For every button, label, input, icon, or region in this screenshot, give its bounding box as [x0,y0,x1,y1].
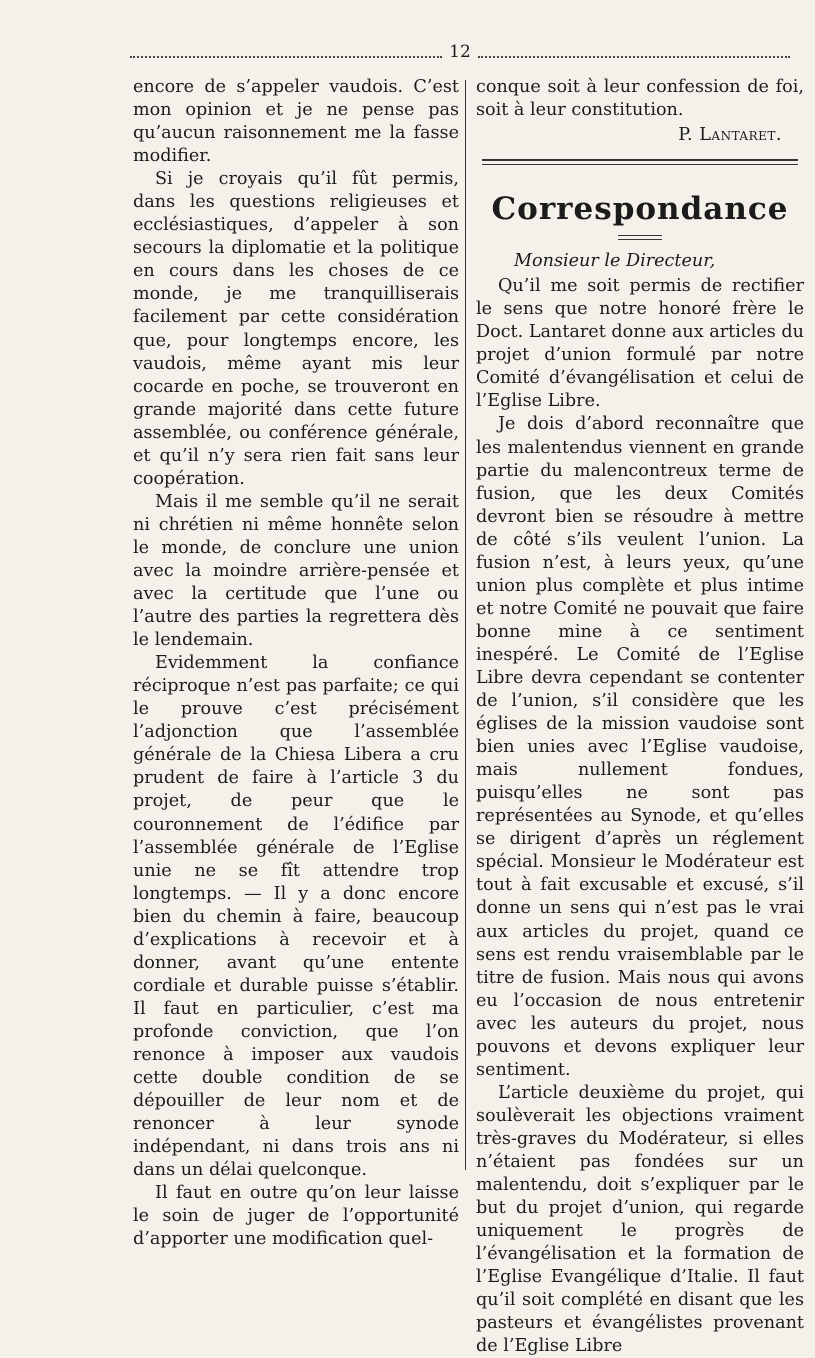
signature: P. Lantaret. [678,125,782,146]
paragraph: Qu’il me soit permis de rectifier le sens que notre honoré frère le Doct. Lantaret donne aux articles du projet d’union formulé par notre Comité d’évangélisation et celui de l’Eglise Libre. [476,276,804,412]
paragraph: Evidemment la confiance réciproque n’est pas parfaite; ce qui le prouve c’est précisément l’adjonction que l’assemblée générale de la Chiesa Libera a cru prudent de faire à l’article 3 du projet, de peur que le couronnement de l’édifice par l’assemblée générale de l’Eglise unie ne se fît attendre trop longtemps. — Il y a donc encore bien du chemin à faire, beaucoup d’explications à recevoir et à donner, avant qu’une entente cordiale et durable puisse s’établir. Il faut en particulier, c’est ma profonde conviction, que l’on renonce à imposer aux vaudois cette double condition de se dépouiller de leur nom et de renoncer à leur synode indépendant, ni dans trois ans ni dans un délai quelconque. [133,653,459,1181]
salutation: Monsieur le Directeur, [514,251,716,272]
paragraph: Je dois d’abord reconnaître que les malentendus viennent en grande partie du malencontreux terme de fusion, que les deux Comités devront bien se résoudre à mettre de côté s’ils veulent l’union. La fusion n’est, à leurs yeux, qu’une union plus complète et plus intime et notre Comité ne pouvait que faire bonne mine à ce sentiment inespéré. Le Comité de l’Eglise Libre devra cependant se contenter de l’union, s’il considère que les églises de la mission vaudoise sont bien unies avec l’Eglise vaudoise, mais nullement fondues, puisqu’elles ne sont pas représentées au Synode, et qu’elles se dirigent d’après un réglement spécial. Monsieur le Modérateur est tout à fait excusable et excusé, s’il donne un sens qui n’est pas le vrai aux articles du projet, quand ce sens est rendu vraisemblable par le titre de fusion. Mais nous qui avons eu l’occasion de nous entretenir avec les auteurs du projet, nous pouvons et devons expliquer leur sentiment. [476,414,804,1080]
section-separator [482,159,798,165]
right-column [476,76,804,1358]
paragraph: L’article deuxième du projet, qui soulèverait les objections vraiment très-graves du Modérateur, si elles n’étaient pas fondées sur un malentendu, doit s’expliquer par le but du projet d’union, qui regarde uniquement le progrès de l’évangélisation et la formation de l’Eglise Evangélique d’Italie. Il faut qu’il soit complété en disant que les pasteurs et évangélistes provenant de l’Eglise Libre [476,1082,804,1357]
left-column [133,76,459,1251]
section-title: Correspondance [491,191,789,228]
paragraph: conque soit à leur confession de foi, soit à leur constitution. [476,77,804,121]
paragraph: Il faut en outre qu’on leur laisse le soin de juger de l’opportunité d’apporter une modification quel- [133,1183,459,1250]
header-rule-left [130,56,442,58]
header-rule-right [478,56,790,58]
title-ornament-rule [618,235,662,240]
paragraph: Mais il me semble qu’il ne serait ni chrétien ni même honnête selon le monde, de conclure une union avec la moindre arrière-pensée et avec la certitude que l’une ou l’autre des parties la regrettera dès le lendemain. [133,491,459,651]
page-header [130,42,790,66]
paragraph: encore de s’appeler vaudois. C’est mon opinion et je ne pense pas qu’aucun raisonnement me la fasse modifier. [133,77,459,167]
column-divider [465,80,466,1170]
page-number: 12 [449,42,471,62]
paragraph: Si je croyais qu’il fût permis, dans les questions religieuses et ecclésiastiques, d’appeler à son secours la diplomatie et la politique en cours dans les choses de ce monde, je me tranquilliserais facilement par cette considération que, pour longtemps encore, les vaudois, même ayant mis leur cocarde en poche, se trouveront en grande majorité dans cette future assemblée, ou conférence générale, et qu’il n’y sera rien fait sans leur coopération. [133,169,459,489]
